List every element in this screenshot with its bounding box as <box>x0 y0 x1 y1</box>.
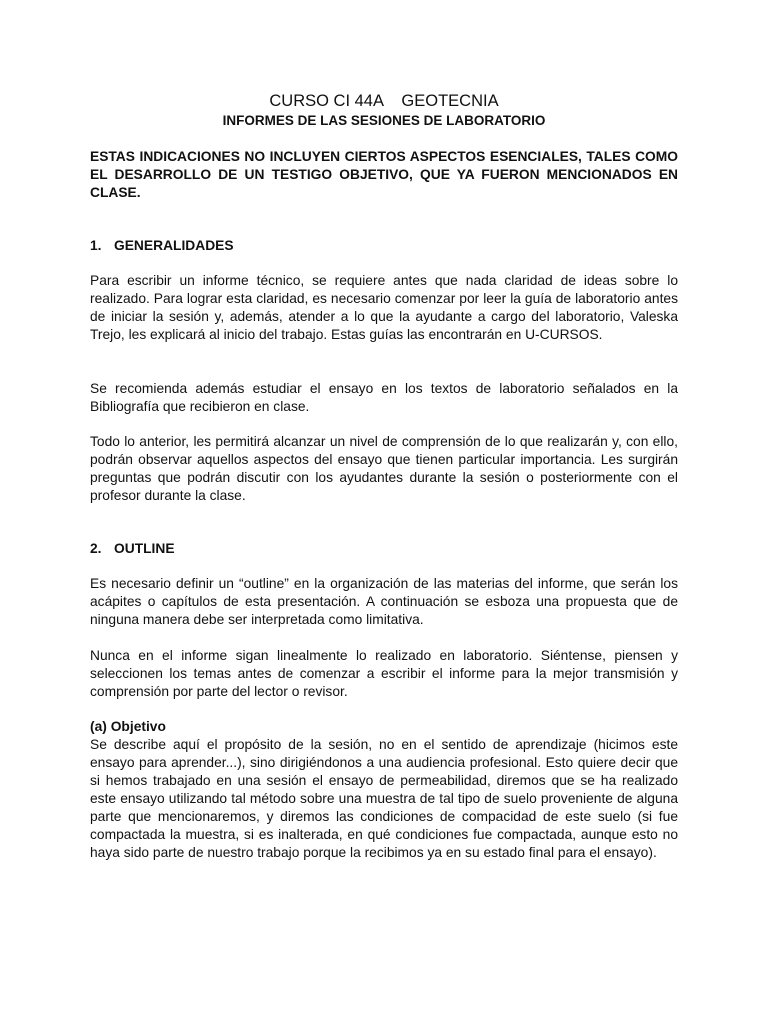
section-heading-generalidades <box>90 237 678 255</box>
section-number: 1. <box>90 238 102 253</box>
notice-paragraph: ESTAS INDICACIONES NO INCLUYEN CIERTOS ASPECTOS ESENCIALES, TALES COMO EL DESARROLLO DE UN TESTIGO OBJETIVO, QUE YA FUERON MENCIONADOS EN CLASE. <box>90 149 678 200</box>
course-title: CURSO CI 44A GEOTECNIA <box>269 92 499 110</box>
paragraph: Es necesario definir un “outline” en la organización de las materias del informe, que serán los acápites o capítulos de esta presentación. A continuación se esboza una propuesta que de ninguna manera debe ser interpretada como limitativa. <box>90 576 678 627</box>
section-heading-outline <box>90 540 678 558</box>
section-number: 2. <box>90 541 102 556</box>
paragraph: Se recomienda además estudiar el ensayo en los textos de laboratorio señalados en la Bibliografía que recibieron en clase. <box>90 381 678 414</box>
section-title: OUTLINE <box>114 541 175 556</box>
paragraph: Todo lo anterior, les permitirá alcanzar un nivel de comprensión de lo que realizarán y, con ello, podrán observar aquellos aspectos del ensayo que tienen particular importancia. Les surgirán preguntas que podrán discutir con los ayudantes durante la sesión o posteriormente con el profesor durante la clase. <box>90 434 678 503</box>
document-subtitle: INFORMES DE LAS SESIONES DE LABORATORIO <box>222 113 546 128</box>
paragraph: Nunca en el informe sigan linealmente lo realizado en laboratorio. Siéntense, piensen y seleccionen los temas antes de comenzar a escribir el informe para la mejor transmisión y comprensión por parte del lector o revisor. <box>90 648 678 699</box>
subsection-heading-objetivo: (a) Objetivo <box>90 719 166 734</box>
paragraph: Se describe aquí el propósito de la sesión, no en el sentido de aprendizaje (hicimos este ensayo para aprender...), sino dirigiéndonos a una audiencia profesional. Esto quiere decir que si hemos trabajado en una sesión el ensayo de permeabilidad, diremos que se ha realizado este ensayo utilizando tal método sobre una muestra de tal tipo de suelo proveniente de alguna parte que mencionaremos, y diremos las condiciones de compacidad de este suelo (si fue compactada la muestra, si es inalterada, en qué condiciones fue compactada, aunque esto no haya sido parte de nuestro trabajo porque la recibimos ya en su estado final para el ensayo). <box>90 737 678 860</box>
section-title: GENERALIDADES <box>114 238 234 253</box>
paragraph: Para escribir un informe técnico, se requiere antes que nada claridad de ideas sobre lo realizado. Para lograr esta claridad, es necesario comenzar por leer la guía de laboratorio antes de iniciar la sesión y, además, atender a lo que la ayudante a cargo del laboratorio, Valeska Trejo, les explicará al inicio del trabajo. Estas guías las encontrarán en U-CURSOS. <box>90 273 678 342</box>
